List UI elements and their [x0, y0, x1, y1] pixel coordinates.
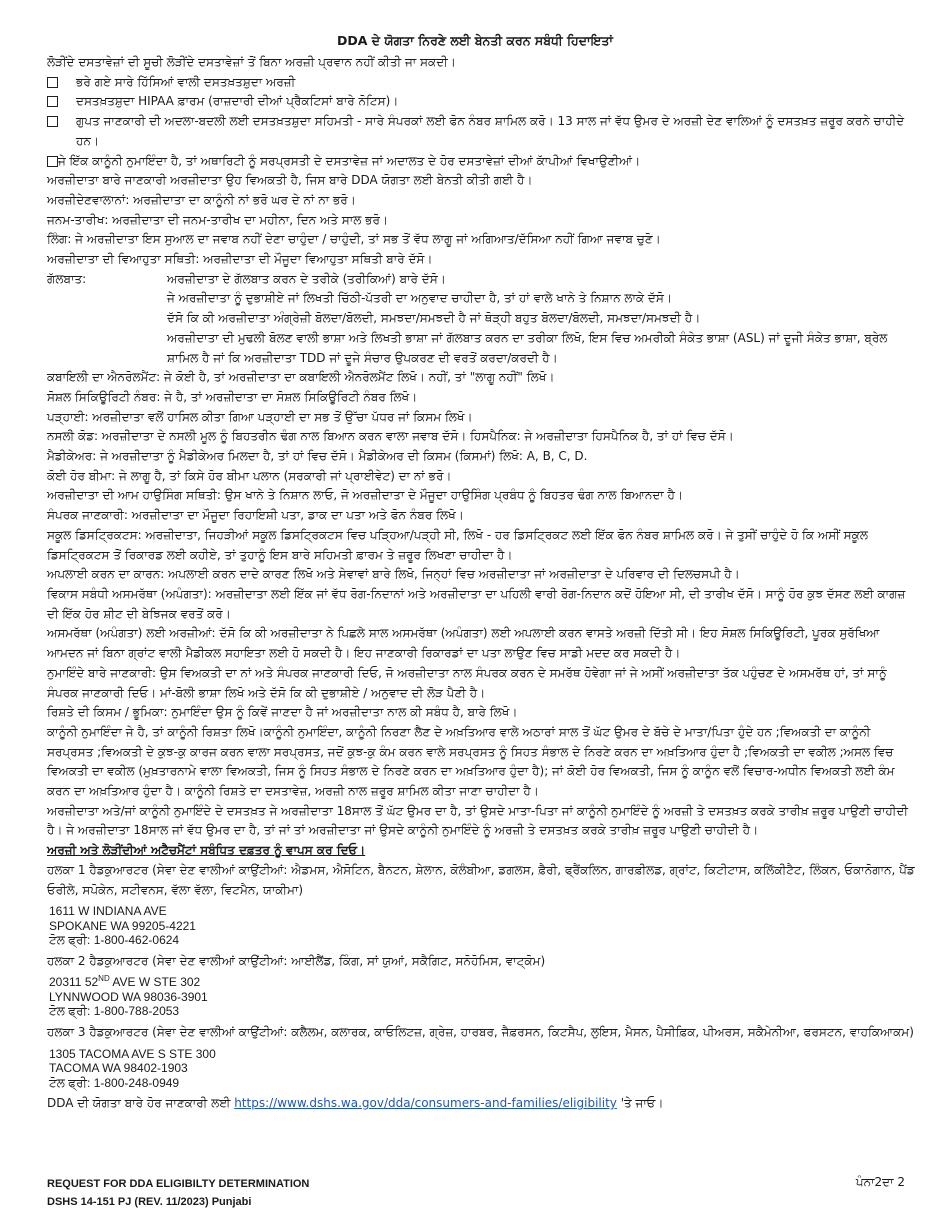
- page-title: DDA ਦੇ ਯੋਗਤਾ ਨਿਰਣੇ ਲਈ ਬੇਨਤੀ ਕਰਨ ਸਬੰਧੀ ਹਿਦਾਇਤਾਂ: [337, 33, 613, 48]
- more-info-line: [47, 1094, 917, 1114]
- page-number: ਪੰਨਾ2ਦਾ 2: [855, 1175, 905, 1189]
- address-street-suffix: ND: [98, 974, 110, 984]
- region-office: [47, 1023, 917, 1090]
- instruction-line: ਅਰਜ਼ੀਦਾਤਾ ਅਤੇ/ਜਾਂ ਕਾਨੂੰਨੀ ਨੁਮਾਇੰਦੇ ਦੇ ਦਸਤਖ਼ਤ ਜੇ ਅਰਜ਼ੀਦਾਤਾ 18ਸਾਲ ਤੋਂ ਘੱਟ ਉਮਰ ਦਾ ਹੈ, ਤਾਂ ਉਸਦੇ ਮਾਤਾ-ਪਿਤਾ ਜਾਂ ਕਾਨੂੰਨੀ ਨੁਮਾਇੰਦੇ ਨੂੰ ਅਰਜ਼ੀ ਤੇ ਦਸਤਖ਼ਤ ਕਰਕੇ ਤਾਰੀਖ਼ ਜ਼ਰੂਰ ਪਾਉਣੀ ਚਾਹੀਦੀ ਹੈ। ਜੇ ਅਰਜ਼ੀਦਾਤਾ 18ਸਾਲ ਜਾਂ ਵੱਧ ਉਮਰ ਦਾ ਹੈ, ਤਾਂ ਜਾਂ ਤਾਂ ਅਰਜ਼ੀਦਾਤਾ ਜਾਂ ਉਸਦੇ ਕਾਨੂੰਨੀ ਨੁਮਾਇੰਦੇ ਨੂੰ ਅਰਜ਼ੀ ਤੇ ਦਸਤਖ਼ਤ ਕਰਕੇ ਤਾਰੀਖ਼ ਜ਼ਰੂਰ ਪਾਉਣੀ ਚਾਹੀਦੀ ਹੈ।: [47, 803, 908, 838]
- instruction-line: ਕਾਨੂੰਨੀ ਨੁਮਾਇੰਦਾ ਜੇ ਹੈ, ਤਾਂ ਕਾਨੂੰਨੀ ਰਿਸ਼ਤਾ ਲਿਖੋ।ਕਾਨੂੰਨੀ ਨੁਮਾਇੰਦਾ, ਕਾਨੂੰਨੀ ਨਿਰਣਾ ਲੈਣ ਦੇ ਅਖ਼ਤਿਆਰ ਵਾਲੇ ਅਠਾਰਾਂ ਸਾਲ ਤੋਂ ਘੱਟ ਉਮਰ ਦੇ ਬੱਚੇ ਦੇ ਮਾਤਾ/ਪਿਤਾ ਹੁੰਦੇ ਹਨ ;ਵਿਅਕਤੀ ਦਾ ਕਾਨੂੰਨੀ ਸਰਪ੍ਰਸਤ ;ਵਿਅਕਤੀ ਦੇ ਕੁਝ-ਕੁ ਕਾਰਜ ਕਰਨ ਵਾਲਾ ਸਰਪ੍ਰਸਤ, ਜਦੋਂ ਕੁਝ-ਕੁ ਕੰਮ ਕਰਨ ਵਾਲੇ ਸਰਪ੍ਰਸਤ ਨੂੰ ਸਿਹਤ ਸੰਭਾਲ ਦੇ ਨਿਰਣੇ ਕਰਨ ਦਾ ਅਖ਼ਤਿਆਰ ਹੁੰਦਾ ਹੈ ;ਵਿਅਕਤੀ ਦਾ ਵਕੀਲ ;ਅਸਲ ਵਿਚ ਵਿਅਕਤੀ ਦਾ ਵਕੀਲ (ਮੁਖ਼ਤਾਰਨਾਮੇ ਵਾਲਾ ਵਿਅਕਤੀ, ਜਿਸ ਨੂੰ ਸਿਹਤ ਸੰਭਾਲ ਦੇ ਨਿਰਣੇ ਕਰਨ ਦਾ ਅਖ਼ਤਿਆਰ ਹੁੰਦਾ ਹੈ); ਜਾਂ ਕੋਈ ਹੋਰ ਵਿਅਕਤੀ, ਜਿਸ ਨੂੰ ਕਾਨੂੰਨ ਵਲੋਂ ਵਿਚਾਰ-ਅਧੀਨ ਵਿਅਕਤੀ ਲਈ ਕੰਮ ਕਰਨ ਦਾ ਅਖ਼ਤਿਆਰ ਹੁੰਦਾ ਹੈ। ਕਾਨੂੰਨੀ ਰਿਸ਼ਤੇ ਦਾ ਦਸਤਾਵੇਜ਼, ਅਰਜ਼ੀ ਨਾਲ ਜ਼ਰੂਰ ਸ਼ਾਮਿਲ ਕੀਤਾ ਜਾਣਾ ਚਾਹੀਦਾ ਹੈ।: [47, 724, 895, 799]
- address-street: 20311 52: [49, 975, 99, 990]
- region-header: ਹਲਕਾ 3 ਹੈਡਕੁਆਰਟਰ (ਸੇਵਾ ਦੇਣ ਵਾਲੀਆਂ ਕਾਉਂਟੀਆਂ: ਕਲੈਲਮ, ਕਲਾਰਕ, ਕਾਓਲਿਟਜ਼, ਗ੍ਰੇਜ਼, ਹਾਰਬਰ, ਜੈਫ਼ਰਸਨ, ਕਿਟਸੈਪ, ਲੁਇਸ, ਮੈਸਨ, ਪੈਸੀਫ਼ਿਕ, ਪੀਅਰਸ, ਸਕੈਮੇਨੀਆ, ਫਰਸਟਨ, ਵਾਹਕਿਆਕਮ): [47, 1024, 914, 1039]
- address-phone: ਟੋਲ ਫ੍ਰੀ: 1-800-462-0624: [49, 933, 180, 948]
- checklist-item-label: ਜੇ ਇੱਕ ਕਾਨੂੰਨੀ ਨੁਮਾਇੰਦਾ ਹੈ, ਤਾਂ ਅਥਾਰਿਟੀ ਨੂੰ ਸਰਪ੍ਰਸਤੀ ਦੇ ਦਸਤਾਵੇਜ਼ ਜਾਂ ਅਦਾਲਤ ਦੇ ਹੋਰ ਦਸਤਾਵੇਜ਼ਾਂ ਦੀਆਂ ਕਾੱਪੀਆਂ ਵਿਖਾਉਣੀਆਂ।: [58, 153, 641, 168]
- eligibility-link[interactable]: https://www.dshs.wa.gov/dda/consumers-and-families/eligibility: [234, 1096, 617, 1111]
- checklist-item-label: ਗੁਪਤ ਜਾਣਕਾਰੀ ਦੀ ਅਦਲਾ-ਬਦਲੀ ਲਈ ਦਸਤਖ਼ਤਸ਼ੁਦਾ ਸਹਿਮਤੀ - ਸਾਰੇ ਸੰਪਰਕਾਂ ਲਈ ਫੋਨ ਨੰਬਰ ਸ਼ਾਮਿਲ ਕਰੋ। 13 ਸਾਲ ਜਾਂ ਵੱਧ ਉਮਰ ਦੇ ਅਰਜ਼ੀ ਦੇਣ ਵਾਲਿਆਂ ਨੂੰ ਦਸਤਖ਼ਤ ਜ਼ਰੂਰ ਕਰਨੇ ਚਾਹੀਦੇ ਹਨ।: [76, 114, 905, 148]
- checkbox[interactable]: [47, 77, 58, 88]
- instruction-line: ਲਿੰਗ: ਜੇ ਅਰਜ਼ੀਦਾਤਾ ਇਸ ਸੁਆਲ ਦਾ ਜਵਾਬ ਨਹੀਂ ਦੇਣਾ ਚਾਹੁੰਦਾ / ਚਾਹੁੰਦੀ, ਤਾਂ ਸਭ ਤੋਂ ਵੱਧ ਲਾਗੂ ਜਾਂ ਅਗਿਆਤ/ਦੱਸਿਆ ਨਹੀਂ ਗਿਆ ਜਵਾਬ ਚੁਣੋ।: [47, 232, 661, 247]
- form-number: DSHS 14-151 PJ (REV. 11/2023) Punjabi: [47, 1196, 252, 1208]
- communication-line: ਅਰਜ਼ੀਦਾਤਾ ਦੀ ਮੁਢਲੀ ਬੋਲਣ ਵਾਲੀ ਭਾਸ਼ਾ ਅਤੇ ਲਿਖਤੀ ਭਾਸ਼ਾ ਜਾਂ ਗੱਲਬਾਤ ਕਰਨ ਦਾ ਤਰੀਕਾ ਲਿਖੋ, ਇਸ ਵਿਚ ਅਮਰੀਕੀ ਸੰਕੇਤ ਭਾਸ਼ਾ (ASL) ਜਾਂ ਦੂਜੀ ਸੰਕੇਤ ਭਾਸ਼ਾ, ਬ੍ਰੇਲ ਸ਼ਾਮਿਲ ਹੈ ਜਾਂ ਕਿ ਅਰਜ਼ੀਦਾਤਾ TDD ਜਾਂ ਦੂਜੇ ਸੰਚਾਰ ਉਪਕਰਣ ਦੀ ਵਰਤੋਂ ਕਰਦਾ/ਕਰਦੀ ਹੈ।: [167, 330, 888, 365]
- address-phone: ਟੋਲ ਫ੍ਰੀ: 1-800-788-2053: [49, 1004, 180, 1019]
- checklist-item: [47, 112, 917, 151]
- region-address: [49, 975, 917, 1019]
- intro-text: ਲੋੜੀਂਦੇ ਦਸਤਾਵੇਜ਼ਾਂ ਦੀ ਸੂਚੀ ਲੋੜੀਂਦੇ ਦਸਤਾਵੇਜ਼ਾਂ ਤੋਂ ਬਿਨਾ ਅਰਜ਼ੀ ਪ੍ਰਵਾਨ ਨਹੀਂ ਕੀਤੀ ਜਾ ਸਕਦੀ।: [47, 55, 456, 69]
- instructions-body: [47, 53, 917, 1114]
- address-city: SPOKANE WA 99205-4221: [49, 918, 196, 933]
- instruction-line: ਅਰਜ਼ੀਦਾਤਾ ਦੀ ਵਿਆਹੁਤਾ ਸਥਿਤੀ: ਅਰਜ਼ੀਦਾਤਾ ਦੀ ਮੌਜੂਦਾ ਵਿਆਹੁਤਾ ਸਥਿਤੀ ਬਾਰੇ ਦੱਸੋ।: [47, 252, 433, 267]
- communication-line: ਜੇ ਅਰਜ਼ੀਦਾਤਾ ਨੂੰ ਦੁਭਾਸ਼ੀਏ ਜਾਂ ਲਿਖਤੀ ਚਿੱਠੀ-ਪੱਤਰੀ ਦਾ ਅਨੁਵਾਦ ਚਾਹੀਦਾ ਹੈ, ਤਾਂ ਹਾਂ ਵਾਲੇ ਖਾਨੇ ਤੇ ਨਿਸ਼ਾਨ ਲਾਕੇ ਦੱਸੋ।: [167, 291, 672, 306]
- address-street-rest: AVE W STE 302: [109, 975, 201, 990]
- instruction-line: ਪੜ੍ਹਾਈ: ਅਰਜ਼ੀਦਾਤਾ ਵਲੋਂ ਹਾਸਿਲ ਕੀਤਾ ਗਿਆ ਪੜ੍ਹਾਈ ਦਾ ਸਭ ਤੋਂ ਉੱਚਾ ਪੱਧਰ ਜਾਂ ਕਿਸਮ ਲਿਖੋ।: [47, 409, 473, 424]
- region-address: [49, 904, 917, 948]
- checkbox[interactable]: [47, 116, 58, 127]
- return-heading: ਅਰਜ਼ੀ ਅਤੇ ਲੋੜੀਂਦੀਆਂ ਅਟੈਚਮੈਂਟਾਂ ਸਬੰਧਿਤ ਦਫ਼ਤਰ ਨੂੰ ਵਾਪਸ ਕਰ ਦਿਓ।: [47, 843, 366, 858]
- instruction-line: ਮੈਡੀਕੇਅਰ: ਜੇ ਅਰਜ਼ੀਦਾਤਾ ਨੂੰ ਮੈਡੀਕੇਅਰ ਮਿਲਦਾ ਹੈ, ਤਾਂ ਹਾਂ ਵਿਚ ਦੱਸੋ। ਮੈਡੀਕੇਅਰ ਦੀ ਕਿਸਮ (ਕਿਸਮਾਂ) ਲਿਖੋ: A, B, C, D.: [47, 449, 588, 464]
- instruction-line: ਵਿਕਾਸ ਸਬੰਧੀ ਅਸਮਰੱਥਾ (ਅਪੰਗਤਾ): ਅਰਜ਼ੀਦਾਤਾ ਲਈ ਇੱਕ ਜਾਂ ਵੱਧ ਰੋਗ-ਨਿਦਾਨਾਂ ਅਤੇ ਅਰਜ਼ੀਦਾਤਾ ਦਾ ਪਹਿਲੀ ਵਾਰੀ ਰੋਗ-ਨਿਦਾਨ ਕਦੋਂ ਹੋਇਆ ਸੀ, ਦੀ ਤਾਰੀਖ ਦੱਸੋ। ਸਾਨੂੰ ਹੋਰ ਕੁਝ ਦੱਸਣ ਲਈ ਕਾਗਜ਼ ਦੀ ਇੱਕ ਹੋਰ ਸ਼ੀਟ ਦੀ ਬੇਝਿਜਕ ਵਰਤੋਂ ਕਰੋ।: [47, 586, 906, 621]
- checklist-item-label: ਦਸਤਖ਼ਤਸ਼ੁਦਾ HIPAA ਫ਼ਾਰਮ (ਰਾਜ਼ਦਾਰੀ ਦੀਆਂ ਪ੍ਰੈਕਟਿਸਾਂ ਬਾਰੇ ਨੋਟਿਸ)।: [76, 94, 399, 109]
- footer-form-info: [47, 1175, 309, 1211]
- instruction-line: ਸਕੂਲ ਡਿਸਟ੍ਰਿਕਟਸ: ਅਰਜ਼ੀਦਾਤਾ, ਜਿਹੜੀਆਂ ਸਕੂਲ ਡਿਸਟ੍ਰਿਕਟਸ ਵਿਚ ਪੜ੍ਹਿਆ/ਪੜ੍ਹੀ ਸੀ, ਲਿਖੋ - ਹਰ ਡਿਸਟ੍ਰਿਕਟ ਲਈ ਇੱਕ ਫੋਨ ਨੰਬਰ ਸ਼ਾਮਿਲ ਕਰੋ। ਜੇ ਤੁਸੀਂ ਚਾਹੁੰਦੇ ਹੋ ਕਿ ਅਸੀਂ ਸਕੂਲ ਡਿਸਟ੍ਰਿਕਟਸ ਤੋਂ ਰਿਕਾਰਡ ਲਈ ਕਹੀਏ, ਤਾਂ ਤੁਹਾਨੂੰ ਇਸ ਬਾਰੇ ਸਹਿਮਤੀ ਫ਼ਾਰਮ ਤੇ ਜ਼ਰੂਰ ਲਿਖਣਾ ਚਾਹੀਦਾ ਹੈ।: [47, 527, 868, 562]
- checkbox[interactable]: [47, 96, 58, 107]
- instruction-line: ਜਨਮ-ਤਾਰੀਖ: ਅਰਜ਼ੀਦਾਤਾ ਦੀ ਜਨਮ-ਤਾਰੀਖ ਦਾ ਮਹੀਨਾ, ਦਿਨ ਅਤੇ ਸਾਲ ਭਰੋ।: [47, 212, 389, 227]
- instruction-line: ਕਬਾਇਲੀ ਦਾ ਐਨਰੋਲਮੈਂਟ: ਜੇ ਕੋਈ ਹੈ, ਤਾਂ ਅਰਜ਼ੀਦਾਤਾ ਦਾ ਕਬਾਇਲੀ ਐਨਰੋਲਮੈਂਟ ਲਿਖੋ। ਨਹੀਂ, ਤਾਂ "ਲਾਗੂ ਨਹੀਂ" ਲਿਖੋ।: [47, 370, 555, 385]
- checklist-item-label: ਭਰੇ ਗਏ ਸਾਰੇ ਹਿੱਸਿਆਂ ਵਾਲੀ ਦਸਤਖ਼ਤਸ਼ੁਦਾ ਅਰਜ਼ੀ: [76, 74, 296, 89]
- instruction-line: ਅਰਜ਼ੀਦਾਤਾ ਦੀ ਆਮ ਹਾਉਸਿੰਗ ਸਥਿਤੀ: ਉਸ ਖਾਨੇ ਤੇ ਨਿਸ਼ਾਨ ਲਾਓ, ਜੋ ਅਰਜ਼ੀਦਾਤਾ ਦੇ ਮੌਜੂਦਾ ਹਾਉਸਿੰਗ ਪ੍ਰਬੰਧ ਨੂੰ ਬਿਹਤਰ ਢੰਗ ਨਾਲ ਬਿਆਨਦਾ ਹੈ।: [47, 488, 684, 503]
- address-street: 1305 TACOMA AVE S STE 300: [49, 1046, 216, 1061]
- instruction-line: ਅਸਮਰੱਥਾ (ਅਪੰਗਤਾ) ਲਈ ਅਰਜ਼ੀਆਂ: ਦੱਸੋ ਕਿ ਕੀ ਅਰਜ਼ੀਦਾਤਾ ਨੇ ਪਿਛਲੇ ਸਾਲ ਅਸਮਰੱਥਾ (ਅਪੰਗਤਾ) ਲਈ ਅਪਲਾਈ ਕਰਨ ਵਾਸਤੇ ਅਰਜ਼ੀ ਦਿੱਤੀ ਸੀ। ਇਹ ਸੋਸ਼ਲ ਸਿਕਿਊਰਿਟੀ, ਪੂਰਕ ਸੁਰੱਖਿਆ ਆਮਦਨ ਜਾਂ ਬਿਨਾ ਗ੍ਰਾਂਟ ਵਾਲੀ ਮੈਡੀਕਲ ਸਹਾਇਤਾ ਲਈ ਹੋ ਸਕਦੀ ਹੈ। ਇਹ ਜਾਣਕਾਰੀ ਰਿਕਾਰਡਾਂ ਦਾ ਪਤਾ ਲਾਉਣ ਵਿਚ ਸਾਡੀ ਮਦਦ ਕਰ ਸਕਦੀ ਹੈ।: [47, 626, 880, 661]
- instruction-line: ਅਰਜ਼ੀਦਾਤਾ ਬਾਰੇ ਜਾਣਕਾਰੀ ਅਰਜ਼ੀਦਾਤਾ ਉਹ ਵਿਅਕਤੀ ਹੈ, ਜਿਸ ਬਾਰੇ DDA ਯੋਗਤਾ ਲਈ ਬੇਨਤੀ ਕੀਤੀ ਗਈ ਹੈ।: [47, 173, 533, 188]
- more-info-text: DDA ਦੀ ਯੋਗਤਾ ਬਾਰੇ ਹੋਰ ਜਾਣਕਾਰੀ ਲਈ: [47, 1096, 235, 1111]
- checkbox[interactable]: [47, 156, 58, 167]
- checklist-item: [47, 73, 917, 93]
- communication-label: ਗੱਲਬਾਤ:: [47, 271, 87, 286]
- region-header: ਹਲਕਾ 2 ਹੈਡਕੁਆਰਟਰ (ਸੇਵਾ ਦੇਣ ਵਾਲੀਆਂ ਕਾਉਂਟੀਆਂ: ਆਈਲੈਂਡ, ਕਿੰਗ, ਸਾਂ ਯੁਆਂ, ਸਕੈਗਿਟ, ਸਨੋਹੋਮਿਸ, ਵਾਟ੍ਕੋਮ): [47, 953, 546, 968]
- communication-section: [47, 270, 917, 369]
- communication-line: ਦੱਸੋ ਕਿ ਕੀ ਅਰਜ਼ੀਦਾਤਾ ਅੰਗ੍ਰੇਜ਼ੀ ਬੋਲਦਾ/ਬੋਲਦੀ, ਸਮਝਦਾ/ਸਮਝਦੀ ਹੈ ਜਾਂ ਥੋੜ੍ਹੀ ਬਹੁਤ ਬੋਲਦਾ/ਬੋਲਦੀ, ਸਮਝਦਾ/ਸਮਝਦੀ ਹੈ।: [167, 311, 701, 326]
- address-city: LYNNWOOD WA 98036-3901: [49, 989, 208, 1004]
- instruction-line: ਅਪਲਾਈ ਕਰਨ ਦਾ ਕਾਰਨ: ਅਪਲਾਈ ਕਰਨ ਦਾਦੇ ਕਾਰਣ ਲਿਖੋ ਅਤੇ ਸੇਵਾਵਾਂ ਬਾਰੇ ਲਿਖੋ, ਜਿਨ੍ਹਾਂ ਵਿਚ ਅਰਜ਼ੀਦਾਤਾ ਜਾਂ ਅਰਜ਼ੀਦਾਤਾ ਦੇ ਪਰਿਵਾਰ ਦੀ ਦਿਲਚਸਪੀ ਹੈ।: [47, 567, 740, 582]
- region-address: [49, 1047, 917, 1091]
- address-city: TACOMA WA 98402-1903: [49, 1061, 188, 1076]
- instruction-line: ਕੋਈ ਹੋਰ ਬੀਮਾ: ਜੇ ਲਾਗੂ ਹੈ, ਤਾਂ ਕਿਸੇ ਹੋਰ ਬੀਮਾ ਪਲਾਨ (ਸਰਕਾਰੀ ਜਾਂ ਪ੍ਰਾਈਵੇਟ) ਦਾ ਨਾਂ ਭਰੋ।: [47, 468, 452, 483]
- instruction-line: ਨਸਲੀ ਕੋਡ: ਅਰਜ਼ੀਦਾਤਾ ਦੇ ਨਸਲੀ ਮੂਲ ਨੂੰ ਬਿਹਤਰੀਨ ਢੰਗ ਨਾਲ ਬਿਆਨ ਕਰਨ ਵਾਲਾ ਜਵਾਬ ਦੱਸੋ। ਹਿਸਪੈਨਿਕ: ਜੇ ਅਰਜ਼ੀਦਾਤਾ ਹਿਸਪੈਨਿਕ ਹੈ, ਤਾਂ ਹਾਂ ਵਿਚ ਦੱਸੋ।: [47, 429, 734, 444]
- instruction-line: ਰਿਸ਼ਤੇ ਦੀ ਕਿਸਮ / ਭੂਮਿਕਾ: ਨੁਮਾਇੰਦਾ ਉਸ ਨੂੰ ਕਿਵੇਂ ਜਾਣਦਾ ਹੈ ਜਾਂ ਅਰਜ਼ੀਦਾਤਾ ਨਾਲ ਕੀ ਸਬੰਧ ਹੈ, ਬਾਰੇ ਲਿਖੋ।: [47, 705, 518, 720]
- address-phone: ਟੋਲ ਫ੍ਰੀ: 1-800-248-0949: [49, 1075, 180, 1090]
- instruction-line: ਸੋਸ਼ਲ ਸਿਕਿਊਰਿਟੀ ਨੰਬਰ: ਜੇ ਹੈ, ਤਾਂ ਅਰਜ਼ੀਦਾਤਾ ਦਾ ਸੋਸ਼ਲ ਸਿਕਿਊਰਿਟੀ ਨੰਬਰ ਲਿਖੋ।: [47, 389, 418, 404]
- region-office: [47, 952, 917, 1019]
- form-title: REQUEST FOR DDA ELIGIBILTY DETERMINATION: [47, 1178, 310, 1190]
- communication-line: ਅਰਜ਼ੀਦਾਤਾ ਦੇ ਗੱਲਬਾਤ ਕਰਨ ਦੇ ਤਰੀਕੇ (ਤਰੀਕਿਆਂ) ਬਾਰੇ ਦੱਸੋ।: [167, 271, 446, 286]
- checklist-item: [47, 152, 917, 172]
- instruction-line: ਸੰਪਰਕ ਜਾਣਕਾਰੀ: ਅਰਜ਼ੀਦਾਤਾ ਦਾ ਮੌਜੂਦਾ ਰਿਹਾਇਸ਼ੀ ਪਤਾ, ਡਾਕ ਦਾ ਪਤਾ ਅਤੇ ਫੋਨ ਨੰਬਰ ਲਿਖੋ।: [47, 508, 464, 523]
- address-street: 1611 W INDIANA AVE: [49, 904, 167, 919]
- instruction-line: ਨੁਮਾਇੰਦੇ ਬਾਰੇ ਜਾਣਕਾਰੀ: ਉਸ ਵਿਅਕਤੀ ਦਾ ਨਾਂ ਅਤੇ ਸੰਪਰਕ ਜਾਣਕਾਰੀ ਦਿਓ, ਜੋ ਅਰਜ਼ੀਦਾਤਾ ਨਾਲ ਸੰਪਰਕ ਕਰਨ ਦੇ ਸਮਰੱਥ ਹੋਵੇਗਾ ਜਾਂ ਜੇ ਅਸੀਂ ਅਰਜ਼ੀਦਾਤਾ ਤੱਕ ਪਹੁੰਚਣ ਦੇ ਅਸਮਰੱਥ ਹਾਂ, ਤਾਂ ਸਾਨੂੰ ਸੰਪਰਕ ਜਾਣਕਾਰੀ ਦਿਓ। ਮਾਂ-ਬੋਲੀ ਭਾਸ਼ਾ ਲਿਖੋ ਅਤੇ ਦੱਸੋ ਕਿ ਕੀ ਦੁਭਾਸ਼ੀਏ / ਅਨੁਵਾਦ ਦੀ ਲੋੜ ਪੈਣੀ ਹੈ।: [47, 665, 887, 700]
- checklist-item: [47, 92, 917, 112]
- more-info-suffix: 'ਤੇ ਜਾਓ।: [616, 1096, 664, 1111]
- instruction-line: ਅਰਜ਼ੀਦੇਣਵਾਲਾਨਾਂ: ਅਰਜ਼ੀਦਾਤਾ ਦਾ ਕਾਨੂੰਨੀ ਨਾਂ ਭਰੋ ਘਰ ਦੇ ਨਾਂ ਨਾ ਭਰੋ।: [47, 192, 356, 207]
- region-office: [47, 861, 917, 948]
- region-header: ਹਲਕਾ 1 ਹੈਡਕੁਆਰਟਰ (ਸੇਵਾ ਦੇਣ ਵਾਲੀਆਂ ਕਾਉਂਟੀਆਂ: ਐਡਮਸ, ਐਸੋਟਿਨ, ਬੈਨਟਨ, ਸ਼ੇਲਾਨ, ਕੋਲੰਬੀਆ, ਡਗਲਸ, ਫ਼ੈਰੀ, ਫ੍ਰੈਂਕਲਿਨ, ਗਾਰਫ਼ੀਲਡ, ਗ੍ਰਾਂਟ, ਕਿਟੀਟਾਸ, ਕਲਿੱਕੀਟੈਟ, ਲਿੰਕਨ, ਓਕਾਨੋਗਾਨ, ਪੈਂਡ ਓਰੀਲੇ, ਸਪੋਕੇਨ, ਸਟੀਵਨਸ, ਵੱਲਾ ਵੱਲਾ, ਵਿਟਮੈਨ, ਯਾਕੀਮਾ): [47, 862, 915, 897]
